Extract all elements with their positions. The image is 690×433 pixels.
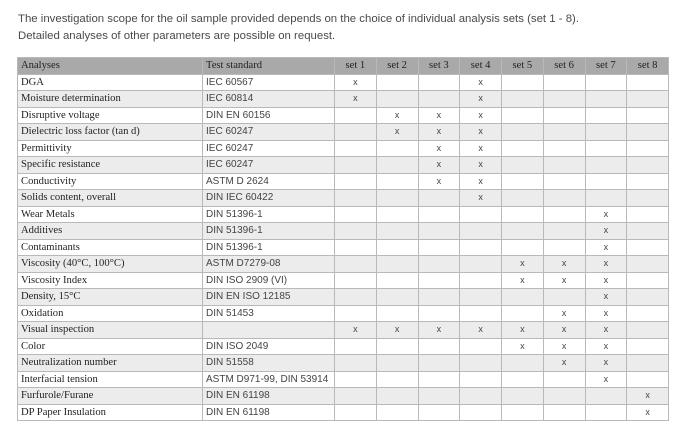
- set-3-mark: [418, 371, 460, 388]
- header-set-6: set 6: [543, 58, 585, 75]
- analysis-name: Viscosity Index: [18, 272, 203, 289]
- set-2-mark: [376, 289, 418, 306]
- test-standard: IEC 60567: [203, 74, 335, 91]
- table-row: [18, 256, 669, 273]
- analysis-name: Permittivity: [18, 140, 203, 157]
- set-1-mark: [335, 124, 377, 141]
- header-set-2: set 2: [376, 58, 418, 75]
- analysis-name: DGA: [18, 74, 203, 91]
- set-7-mark: x: [585, 223, 627, 240]
- set-7-mark: [585, 388, 627, 405]
- header-set-1: set 1: [335, 58, 377, 75]
- set-3-mark: [418, 272, 460, 289]
- analysis-name: Dielectric loss factor (tan d): [18, 124, 203, 141]
- set-3-mark: x: [418, 124, 460, 141]
- header-analyses: Analyses: [18, 58, 203, 75]
- set-7-mark: [585, 190, 627, 207]
- set-3-mark: [418, 190, 460, 207]
- table-row: [18, 371, 669, 388]
- set-3-mark: [418, 355, 460, 372]
- set-1-mark: [335, 289, 377, 306]
- analysis-name: Disruptive voltage: [18, 107, 203, 124]
- set-6-mark: [543, 140, 585, 157]
- set-8-mark: [627, 190, 669, 207]
- set-3-mark: [418, 388, 460, 405]
- set-6-mark: [543, 124, 585, 141]
- set-7-mark: x: [585, 371, 627, 388]
- set-5-mark: [502, 206, 544, 223]
- set-1-mark: [335, 239, 377, 256]
- set-1-mark: [335, 371, 377, 388]
- test-standard: DIN EN ISO 12185: [203, 289, 335, 306]
- set-5-mark: [502, 140, 544, 157]
- set-4-mark: [460, 305, 502, 322]
- set-2-mark: [376, 305, 418, 322]
- set-7-mark: x: [585, 305, 627, 322]
- set-2-mark: [376, 91, 418, 108]
- set-2-mark: [376, 173, 418, 190]
- set-5-mark: [502, 404, 544, 421]
- set-8-mark: x: [627, 388, 669, 405]
- set-2-mark: [376, 157, 418, 174]
- analysis-name: Conductivity: [18, 173, 203, 190]
- set-6-mark: [543, 74, 585, 91]
- set-6-mark: [543, 206, 585, 223]
- set-2-mark: x: [376, 322, 418, 339]
- intro-text: [18, 11, 678, 45]
- set-1-mark: [335, 206, 377, 223]
- analysis-name: Neutralization number: [18, 355, 203, 372]
- set-6-mark: [543, 190, 585, 207]
- set-1-mark: x: [335, 322, 377, 339]
- set-5-mark: [502, 289, 544, 306]
- set-2-mark: [376, 206, 418, 223]
- set-1-mark: [335, 190, 377, 207]
- table-row: [18, 322, 669, 339]
- test-standard: DIN ISO 2049: [203, 338, 335, 355]
- set-3-mark: [418, 338, 460, 355]
- set-2-mark: [376, 355, 418, 372]
- analysis-name: Additives: [18, 223, 203, 240]
- test-standard: DIN EN 60156: [203, 107, 335, 124]
- analysis-name: Visual inspection: [18, 322, 203, 339]
- set-5-mark: x: [502, 338, 544, 355]
- set-4-mark: [460, 223, 502, 240]
- table-row: [18, 91, 669, 108]
- table-row: [18, 173, 669, 190]
- set-8-mark: [627, 91, 669, 108]
- set-8-mark: [627, 289, 669, 306]
- set-6-mark: x: [543, 305, 585, 322]
- set-6-mark: [543, 371, 585, 388]
- set-6-mark: [543, 289, 585, 306]
- set-6-mark: [543, 157, 585, 174]
- set-4-mark: [460, 272, 502, 289]
- set-5-mark: x: [502, 322, 544, 339]
- set-4-mark: x: [460, 157, 502, 174]
- set-3-mark: [418, 74, 460, 91]
- analysis-name: Moisture determination: [18, 91, 203, 108]
- set-1-mark: [335, 388, 377, 405]
- analysis-name: Density, 15°C: [18, 289, 203, 306]
- set-4-mark: x: [460, 322, 502, 339]
- set-8-mark: x: [627, 404, 669, 421]
- test-standard: IEC 60814: [203, 91, 335, 108]
- set-8-mark: [627, 322, 669, 339]
- table-header-row: [18, 58, 669, 75]
- set-8-mark: [627, 173, 669, 190]
- analysis-name: Wear Metals: [18, 206, 203, 223]
- header-set-5: set 5: [502, 58, 544, 75]
- set-8-mark: [627, 124, 669, 141]
- set-8-mark: [627, 256, 669, 273]
- set-5-mark: x: [502, 272, 544, 289]
- set-3-mark: x: [418, 157, 460, 174]
- set-1-mark: [335, 256, 377, 273]
- set-6-mark: [543, 223, 585, 240]
- set-7-mark: [585, 74, 627, 91]
- set-4-mark: [460, 206, 502, 223]
- set-4-mark: [460, 256, 502, 273]
- set-5-mark: [502, 239, 544, 256]
- table-body: [18, 74, 669, 421]
- set-5-mark: [502, 305, 544, 322]
- test-standard: DIN EN 61198: [203, 404, 335, 421]
- table-row: [18, 355, 669, 372]
- test-standard: ASTM D7279-08: [203, 256, 335, 273]
- set-5-mark: [502, 91, 544, 108]
- set-6-mark: x: [543, 355, 585, 372]
- set-5-mark: [502, 371, 544, 388]
- set-8-mark: [627, 338, 669, 355]
- test-standard: DIN 51558: [203, 355, 335, 372]
- set-4-mark: [460, 239, 502, 256]
- analysis-name: Contaminants: [18, 239, 203, 256]
- set-2-mark: [376, 223, 418, 240]
- set-8-mark: [627, 223, 669, 240]
- table-row: [18, 404, 669, 421]
- set-5-mark: [502, 124, 544, 141]
- intro-line-2: Detailed analyses of other parameters are possible on request.: [18, 30, 336, 42]
- set-7-mark: [585, 107, 627, 124]
- set-7-mark: [585, 404, 627, 421]
- test-standard: IEC 60247: [203, 124, 335, 141]
- set-4-mark: x: [460, 107, 502, 124]
- set-8-mark: [627, 206, 669, 223]
- set-8-mark: [627, 140, 669, 157]
- test-standard: DIN IEC 60422: [203, 190, 335, 207]
- set-3-mark: [418, 256, 460, 273]
- set-2-mark: [376, 404, 418, 421]
- set-5-mark: [502, 190, 544, 207]
- set-2-mark: [376, 239, 418, 256]
- set-4-mark: [460, 388, 502, 405]
- analysis-name: Specific resistance: [18, 157, 203, 174]
- set-3-mark: x: [418, 322, 460, 339]
- analysis-name: Furfurole/Furane: [18, 388, 203, 405]
- set-8-mark: [627, 239, 669, 256]
- set-6-mark: x: [543, 338, 585, 355]
- set-8-mark: [627, 157, 669, 174]
- set-6-mark: [543, 239, 585, 256]
- set-3-mark: [418, 239, 460, 256]
- set-5-mark: [502, 157, 544, 174]
- analysis-name: Viscosity (40°C, 100°C): [18, 256, 203, 273]
- set-2-mark: [376, 256, 418, 273]
- set-8-mark: [627, 272, 669, 289]
- set-1-mark: [335, 140, 377, 157]
- test-standard: IEC 60247: [203, 157, 335, 174]
- test-standard: DIN 51396-1: [203, 206, 335, 223]
- set-4-mark: x: [460, 74, 502, 91]
- table-row: [18, 124, 669, 141]
- set-2-mark: [376, 388, 418, 405]
- set-2-mark: [376, 371, 418, 388]
- header-test-standard: Test standard: [203, 58, 335, 75]
- table-row: [18, 107, 669, 124]
- set-8-mark: [627, 355, 669, 372]
- set-1-mark: [335, 173, 377, 190]
- set-3-mark: x: [418, 173, 460, 190]
- set-1-mark: [335, 223, 377, 240]
- set-8-mark: [627, 305, 669, 322]
- test-standard: [203, 322, 335, 339]
- set-1-mark: [335, 305, 377, 322]
- set-1-mark: [335, 157, 377, 174]
- table-row: [18, 190, 669, 207]
- set-1-mark: [335, 107, 377, 124]
- set-7-mark: [585, 91, 627, 108]
- set-5-mark: [502, 223, 544, 240]
- set-7-mark: x: [585, 322, 627, 339]
- test-standard: DIN 51396-1: [203, 223, 335, 240]
- set-2-mark: x: [376, 124, 418, 141]
- set-4-mark: [460, 371, 502, 388]
- test-standard: DIN 51396-1: [203, 239, 335, 256]
- test-standard: DIN ISO 2909 (VI): [203, 272, 335, 289]
- set-4-mark: x: [460, 190, 502, 207]
- set-4-mark: x: [460, 124, 502, 141]
- set-1-mark: [335, 272, 377, 289]
- table-row: [18, 305, 669, 322]
- set-3-mark: x: [418, 140, 460, 157]
- set-5-mark: [502, 107, 544, 124]
- set-3-mark: [418, 206, 460, 223]
- table-row: [18, 338, 669, 355]
- set-1-mark: [335, 355, 377, 372]
- test-standard: ASTM D 2624: [203, 173, 335, 190]
- set-8-mark: [627, 107, 669, 124]
- set-3-mark: [418, 404, 460, 421]
- set-7-mark: x: [585, 272, 627, 289]
- set-7-mark: x: [585, 239, 627, 256]
- table-row: [18, 140, 669, 157]
- set-1-mark: x: [335, 74, 377, 91]
- set-4-mark: x: [460, 91, 502, 108]
- set-2-mark: [376, 74, 418, 91]
- set-2-mark: [376, 338, 418, 355]
- header-set-8: set 8: [627, 58, 669, 75]
- set-4-mark: [460, 355, 502, 372]
- set-3-mark: [418, 289, 460, 306]
- intro-line-1: The investigation scope for the oil sample provided depends on the choice of individual analysis sets (set 1 - 8).: [18, 13, 579, 25]
- set-7-mark: [585, 173, 627, 190]
- set-7-mark: x: [585, 289, 627, 306]
- header-set-3: set 3: [418, 58, 460, 75]
- set-5-mark: [502, 74, 544, 91]
- set-6-mark: x: [543, 272, 585, 289]
- set-6-mark: x: [543, 256, 585, 273]
- set-7-mark: [585, 124, 627, 141]
- test-standard: ASTM D971-99, DIN 53914: [203, 371, 335, 388]
- set-6-mark: [543, 388, 585, 405]
- set-6-mark: [543, 107, 585, 124]
- set-6-mark: [543, 404, 585, 421]
- test-standard: DIN 51453: [203, 305, 335, 322]
- analysis-name: Interfacial tension: [18, 371, 203, 388]
- analysis-name: Color: [18, 338, 203, 355]
- set-6-mark: x: [543, 322, 585, 339]
- table-row: [18, 223, 669, 240]
- set-5-mark: x: [502, 256, 544, 273]
- set-2-mark: [376, 140, 418, 157]
- set-7-mark: [585, 157, 627, 174]
- table-row: [18, 289, 669, 306]
- table-row: [18, 388, 669, 405]
- test-standard: DIN EN 61198: [203, 388, 335, 405]
- analysis-name: Oxidation: [18, 305, 203, 322]
- set-4-mark: x: [460, 173, 502, 190]
- table-row: [18, 206, 669, 223]
- set-3-mark: [418, 91, 460, 108]
- set-7-mark: x: [585, 338, 627, 355]
- header-set-4: set 4: [460, 58, 502, 75]
- set-5-mark: [502, 173, 544, 190]
- set-3-mark: x: [418, 107, 460, 124]
- set-6-mark: [543, 173, 585, 190]
- set-8-mark: [627, 74, 669, 91]
- analysis-sets-table: [17, 57, 669, 421]
- set-6-mark: [543, 91, 585, 108]
- table-row: [18, 272, 669, 289]
- set-7-mark: x: [585, 206, 627, 223]
- analysis-name: DP Paper Insulation: [18, 404, 203, 421]
- set-2-mark: x: [376, 107, 418, 124]
- table-row: [18, 157, 669, 174]
- set-1-mark: [335, 404, 377, 421]
- set-3-mark: [418, 305, 460, 322]
- set-4-mark: [460, 338, 502, 355]
- test-standard: IEC 60247: [203, 140, 335, 157]
- table-row: [18, 74, 669, 91]
- set-7-mark: x: [585, 355, 627, 372]
- analysis-name: Solids content, overall: [18, 190, 203, 207]
- set-2-mark: [376, 272, 418, 289]
- set-8-mark: [627, 371, 669, 388]
- set-5-mark: [502, 388, 544, 405]
- set-5-mark: [502, 355, 544, 372]
- set-1-mark: x: [335, 91, 377, 108]
- set-7-mark: x: [585, 256, 627, 273]
- set-4-mark: x: [460, 140, 502, 157]
- table-row: [18, 239, 669, 256]
- header-set-7: set 7: [585, 58, 627, 75]
- set-4-mark: [460, 289, 502, 306]
- set-4-mark: [460, 404, 502, 421]
- set-7-mark: [585, 140, 627, 157]
- set-1-mark: [335, 338, 377, 355]
- set-2-mark: [376, 190, 418, 207]
- set-3-mark: [418, 223, 460, 240]
